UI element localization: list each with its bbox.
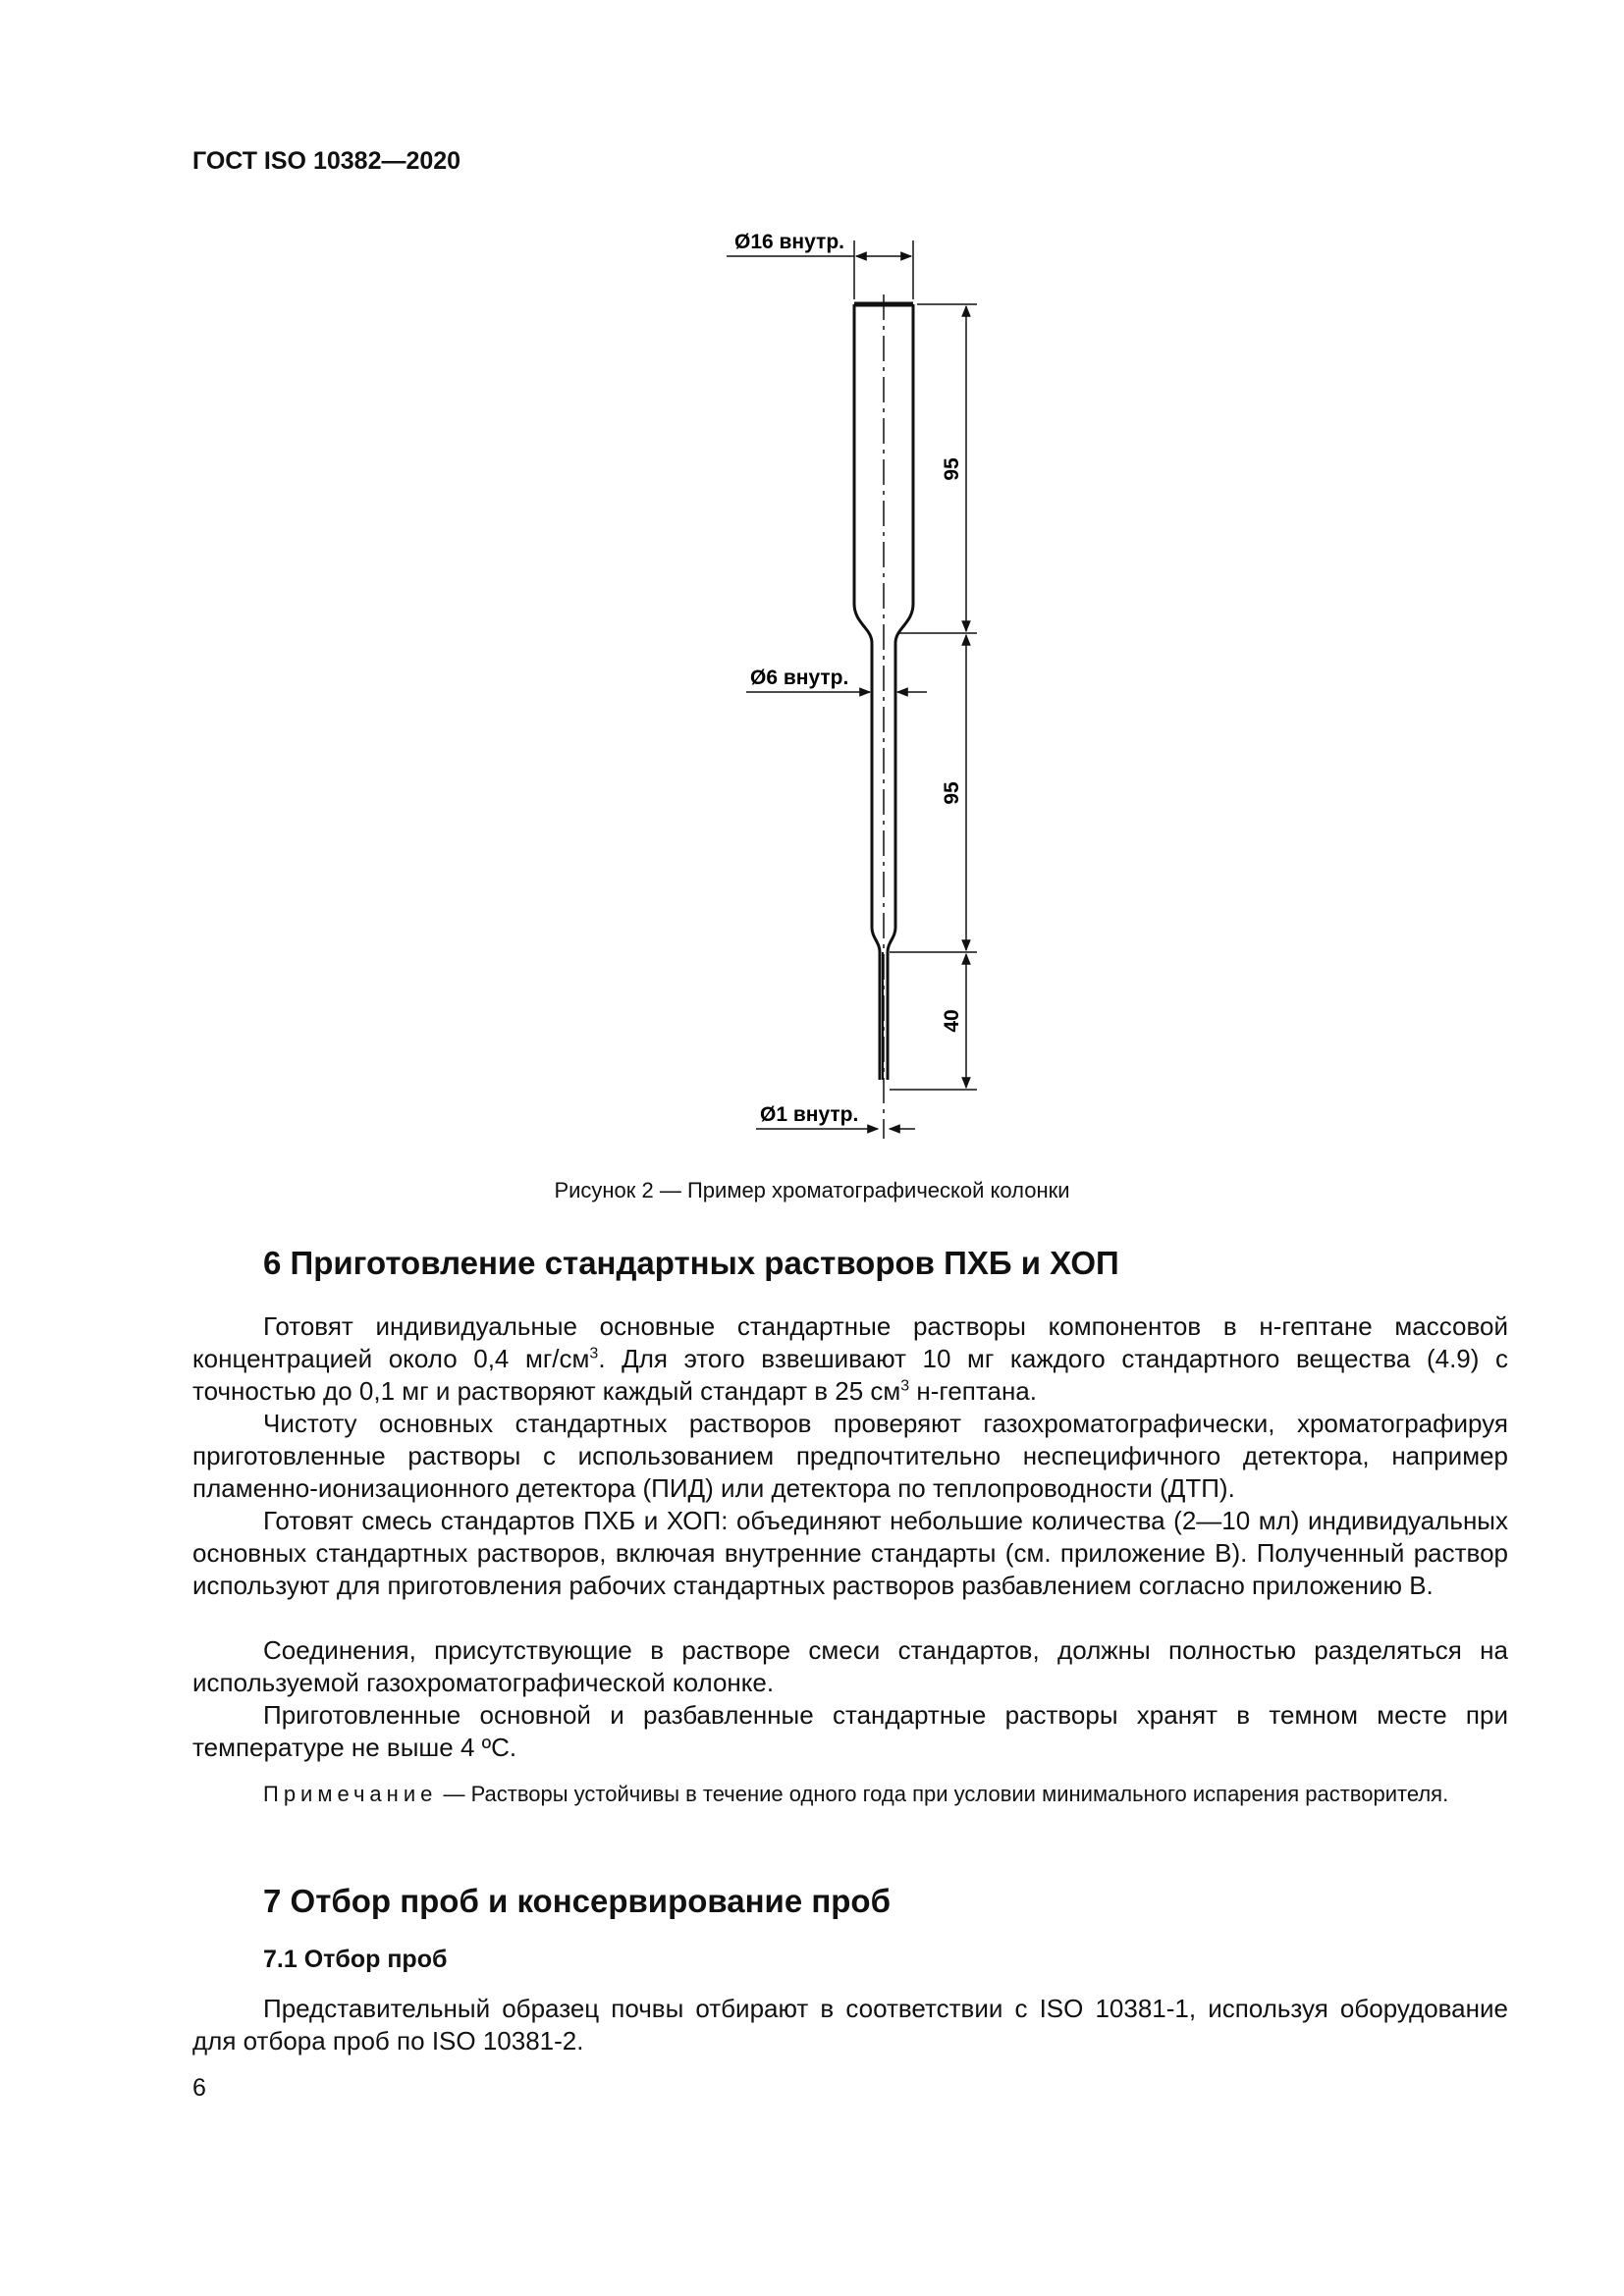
p1-text-b: . Для этого взвешивают 10 мг каждого стандартного вещества (4.9) с точностью до 0,1 мг и растворяют каждый стандарт в 25 см — [192, 1344, 1509, 1406]
dim-mid-diameter-label: Ø6 внутр. — [750, 667, 849, 689]
section-6-paragraph-3: Готовят смесь стандартов ПХБ и ХОП: объединяют небольшие количества (2—10 мл) индивидуальных основных стандартных растворов, включая внутренние стандарты (см. приложение B). Полученный раствор используют для приготовления рабочих стандартных растворов разбавлением согласно приложению B. — [192, 1506, 1508, 1600]
note-text: — Растворы устойчивы в течение одного года при условии минимального испарения растворителя. — [437, 1782, 1449, 1806]
section-6-note — [192, 1779, 1508, 1810]
chromatography-column-drawing — [687, 221, 1021, 1153]
p1-text-a: Готовят индивидуальные основные стандартные растворы компонентов в н-гептане массовой концентрацией около 0,4 мг/см — [192, 1311, 1508, 1373]
section-7-title: 7 Отбор проб и консервирование проб — [263, 1883, 891, 1919]
section-6-paragraph-5: Приготовленные основной и разбавленные стандартные растворы хранят в темном месте при температуре не выше 4 ºC. — [192, 1700, 1508, 1762]
note-label: Примечание — [263, 1782, 438, 1806]
page-number: 6 — [192, 2074, 206, 2102]
section-6-paragraph-4: Соединения, присутствующие в растворе смеси стандартов, должны полностью разделяться на используемой газохроматографической колонке. — [192, 1635, 1508, 1697]
section-7-1-title: 7.1 Отбор проб — [263, 1946, 448, 1973]
section-6-paragraph-1 — [192, 1310, 1508, 1408]
section-7-1-paragraph-1: Представительный образец почвы отбирают в соответствии с ISO 10381-1, используя оборудование для отбора проб по ISO 10381-2. — [192, 1994, 1508, 2056]
p1-superscript-b: 3 — [900, 1377, 910, 1395]
section-6-paragraph-2: Чистоту основных стандартных растворов проверяют газохроматографически, хроматографируя приготовленные растворы с использованием предпочтительно неспецифичного детектора, например пламенно-ионизационного детектора (ПИД) или детектора по теплопроводности (ДТП). — [192, 1409, 1508, 1503]
dim-bottom-diameter-label: Ø1 внутр. — [760, 1103, 859, 1126]
dim-vertical-lengths — [890, 304, 977, 1090]
section-6-title: 6 Приготовление стандартных растворов ПХБ и ХОП — [263, 1245, 1119, 1281]
dim-length-lower: 40 — [941, 1009, 963, 1033]
document-header: ГОСТ ISO 10382—2020 — [192, 147, 461, 175]
dim-top-diameter-label: Ø16 внутр. — [734, 231, 845, 253]
p1-superscript-a: 3 — [589, 1345, 599, 1362]
dim-length-upper: 95 — [941, 457, 963, 481]
p1-text-c: н-гептана. — [909, 1376, 1037, 1406]
figure-caption: Рисунок 2 — Пример хроматографической колонки — [554, 1178, 1070, 1202]
dim-length-middle: 95 — [941, 781, 963, 805]
